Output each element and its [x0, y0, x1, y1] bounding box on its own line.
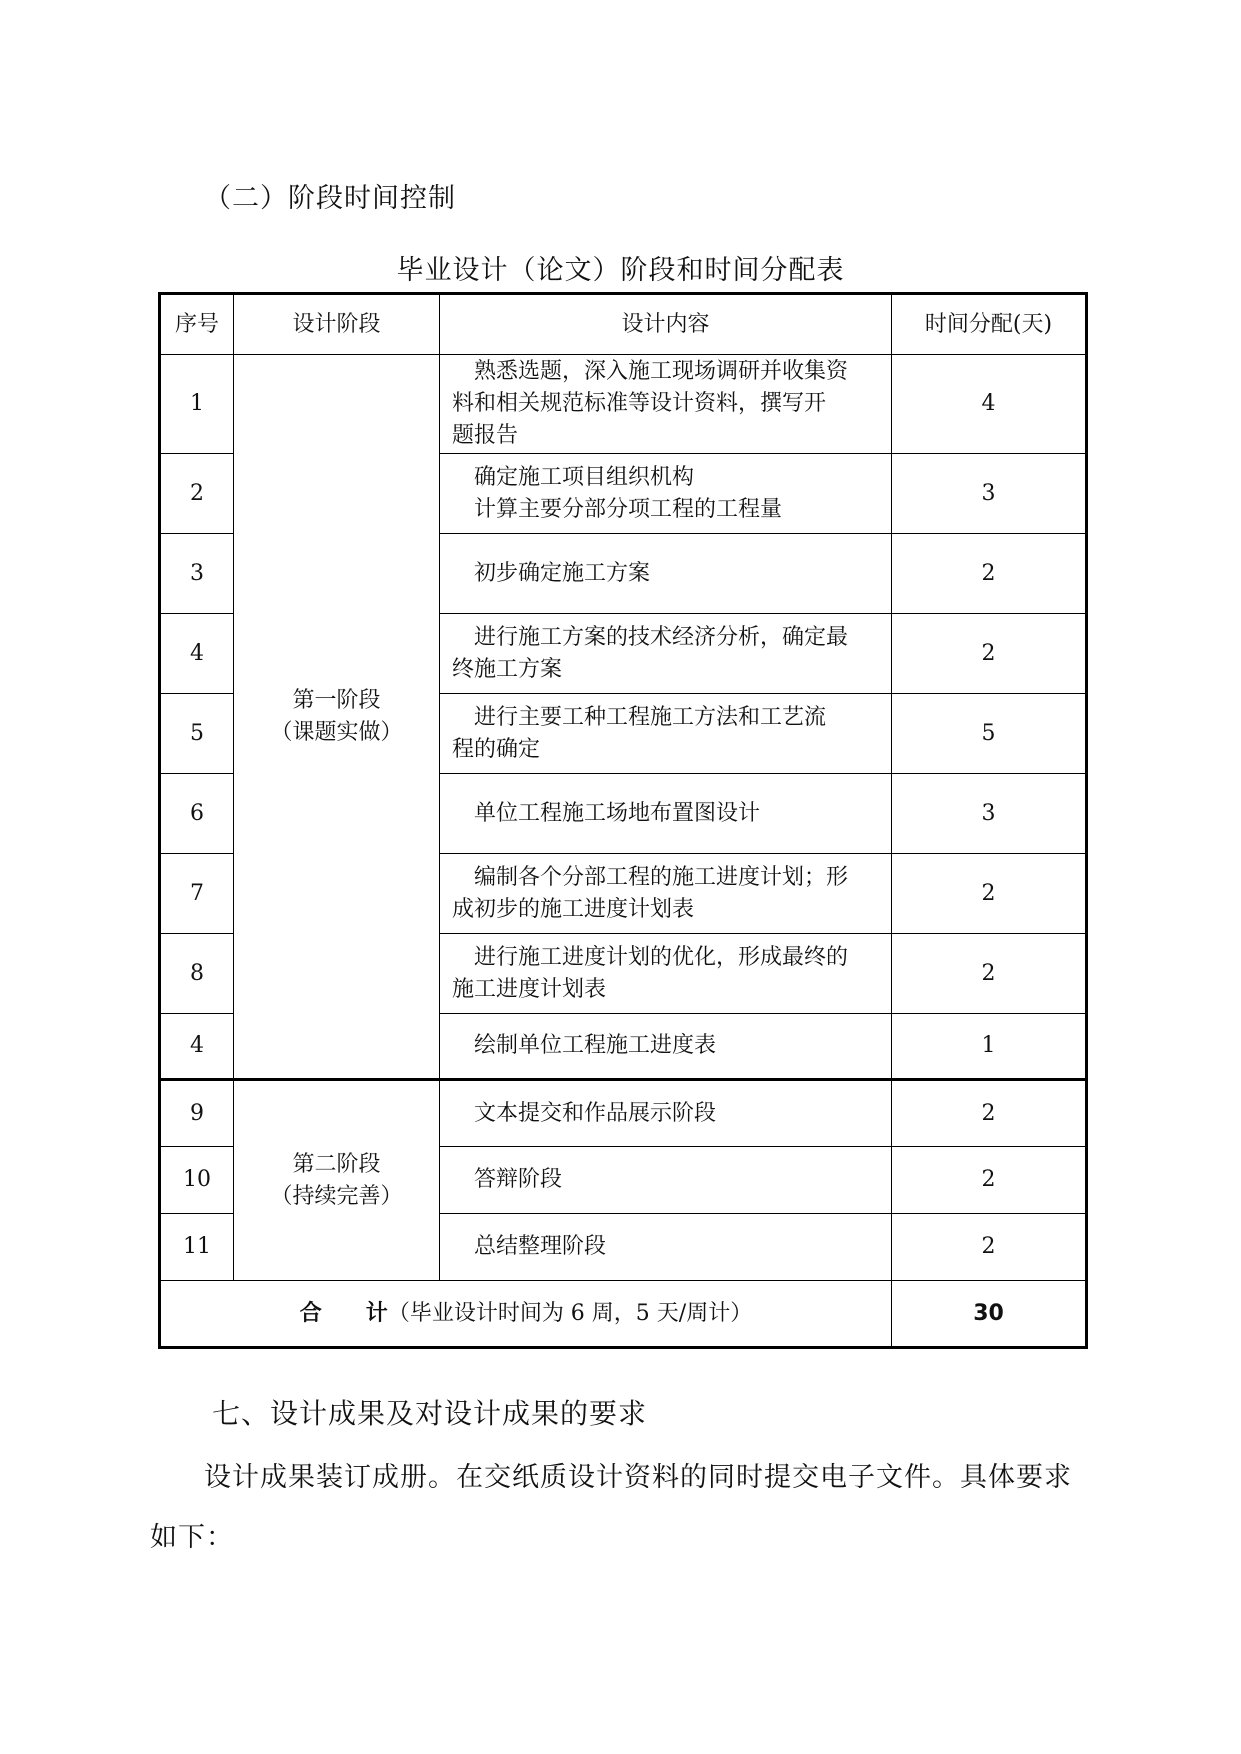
content-line: 成初步的施工进度计划表	[452, 896, 695, 922]
content-line: 绘制单位工程施工进度表	[474, 1033, 717, 1058]
row-no: 9	[160, 1080, 234, 1147]
content-line: 终施工方案	[452, 656, 563, 682]
row-no: 3	[160, 534, 234, 614]
row-content	[440, 694, 892, 774]
row-days: 3	[892, 774, 1087, 854]
phase-2-cell	[234, 1080, 440, 1281]
row-content	[440, 1014, 892, 1080]
phase-2-note: （持续完善）	[270, 1183, 403, 1209]
row-no: 10	[160, 1147, 234, 1214]
phase-1-name: 第一阶段	[292, 687, 381, 713]
phase-1-note: （课题实做）	[270, 719, 403, 745]
content-line: 文本提交和作品展示阶段	[474, 1100, 717, 1126]
row-content	[440, 534, 892, 614]
row-days: 3	[892, 454, 1087, 534]
content-line: 程的确定	[452, 736, 541, 762]
header-phase: 设计阶段	[234, 294, 440, 355]
row-content	[440, 1147, 892, 1214]
total-label-cell	[160, 1281, 892, 1348]
row-content	[440, 774, 892, 854]
total-note: （毕业设计时间为 6 周，5 天/周计）	[387, 1300, 753, 1326]
header-no: 序号	[160, 294, 234, 355]
total-days: 30	[892, 1281, 1087, 1348]
content-line: 答辩阶段	[474, 1167, 563, 1192]
row-days: 5	[892, 694, 1087, 774]
content-line: 确定施工项目组织机构	[474, 464, 695, 490]
content-line: 题报告	[452, 423, 519, 448]
row-no: 2	[160, 454, 234, 534]
table-row	[160, 1080, 1087, 1147]
row-no: 4	[160, 1014, 234, 1080]
row-days: 2	[892, 1214, 1087, 1281]
content-line: 料和相关规范标准等设计资料，撰写开	[452, 391, 827, 416]
row-no: 5	[160, 694, 234, 774]
table-row	[160, 355, 1087, 454]
row-days: 2	[892, 614, 1087, 694]
row-content	[440, 1080, 892, 1147]
row-days: 2	[892, 1080, 1087, 1147]
row-no: 11	[160, 1214, 234, 1281]
row-content	[440, 355, 892, 454]
content-line: 总结整理阶段	[474, 1234, 607, 1259]
row-content	[440, 854, 892, 934]
content-line: 初步确定施工方案	[474, 560, 651, 586]
time-allocation-table	[158, 292, 1088, 1349]
content-line: 单位工程施工场地布置图设计	[474, 800, 761, 826]
row-no: 1	[160, 355, 234, 454]
row-days: 1	[892, 1014, 1087, 1080]
section-7-paragraph: 设计成果装订成册。在交纸质设计资料的同时提交电子文件。具体要求如下：	[150, 1462, 1072, 1553]
content-line: 施工进度计划表	[452, 976, 607, 1002]
row-days: 2	[892, 534, 1087, 614]
row-days: 2	[892, 934, 1087, 1014]
row-no: 8	[160, 934, 234, 1014]
content-line: 进行施工进度计划的优化，形成最终的	[474, 944, 849, 970]
total-label: 合 计	[299, 1300, 388, 1326]
total-row	[160, 1281, 1087, 1348]
content-line: 编制各个分部工程的施工进度计划；形	[474, 864, 849, 890]
content-line: 熟悉选题，深入施工现场调研并收集资	[474, 359, 849, 384]
table-header-row	[160, 294, 1087, 355]
row-days: 4	[892, 355, 1087, 454]
row-content	[440, 934, 892, 1014]
row-no: 4	[160, 614, 234, 694]
header-days: 时间分配(天)	[892, 294, 1087, 355]
row-content	[440, 1214, 892, 1281]
table-caption: 毕业设计（论文）阶段和时间分配表	[396, 255, 845, 286]
row-days: 2	[892, 1147, 1087, 1214]
row-content	[440, 614, 892, 694]
row-content	[440, 454, 892, 534]
row-no: 6	[160, 774, 234, 854]
section-heading: （二）阶段时间控制	[204, 183, 456, 214]
row-days: 2	[892, 854, 1087, 934]
content-line: 进行施工方案的技术经济分析，确定最	[474, 624, 849, 650]
content-line: 进行主要工种工程施工方法和工艺流	[474, 704, 827, 730]
phase-2-name: 第二阶段	[292, 1151, 381, 1177]
content-line: 计算主要分部分项工程的工程量	[474, 496, 783, 522]
phase-1-cell	[234, 355, 440, 1080]
header-content: 设计内容	[440, 294, 892, 355]
section-7-heading: 七、设计成果及对设计成果的要求	[212, 1397, 648, 1430]
row-no: 7	[160, 854, 234, 934]
